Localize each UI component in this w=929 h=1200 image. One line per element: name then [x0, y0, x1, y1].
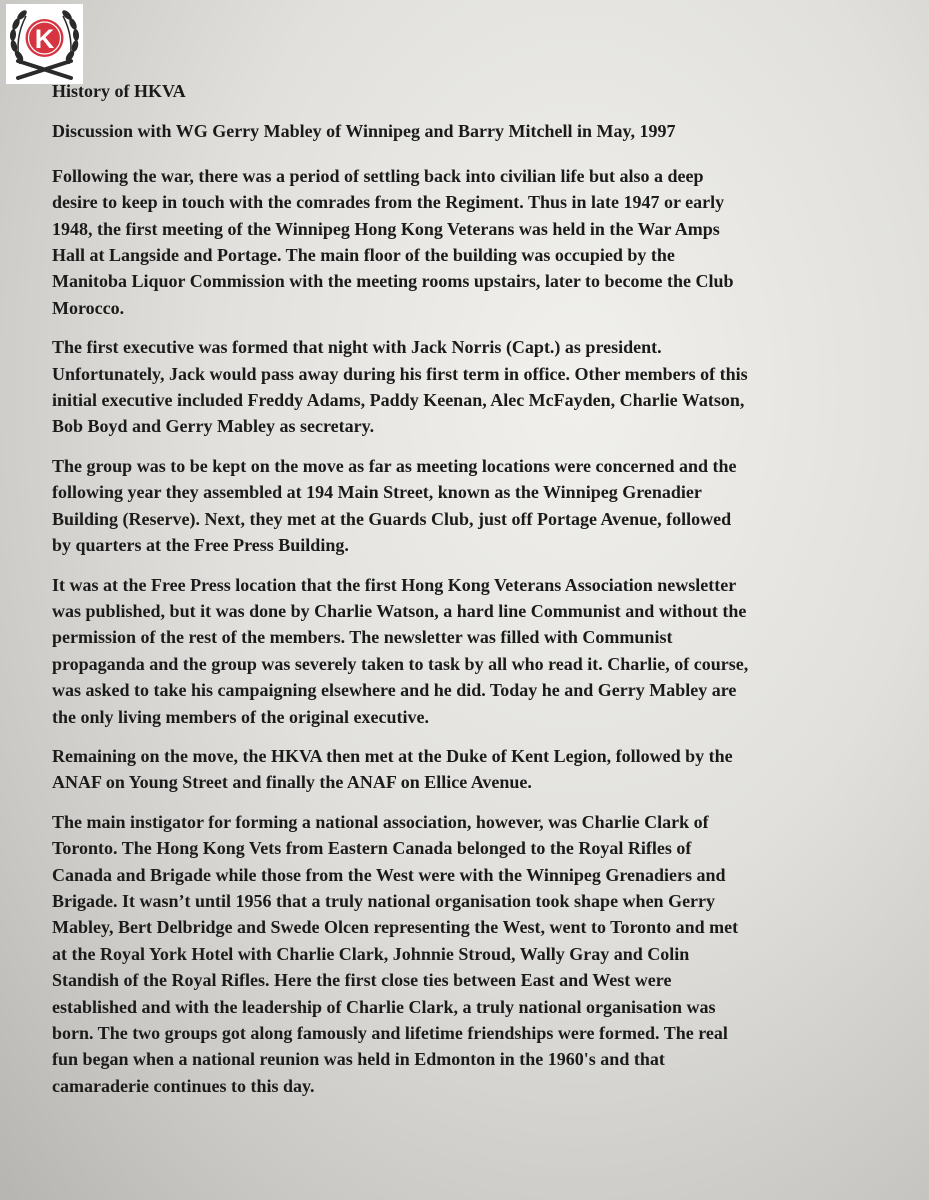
paragraph-line: The main instigator for forming a national association, however, was Charlie Clark of	[52, 811, 709, 832]
paragraph-line: born. The two groups got along famously and lifetime friendships were formed. The real	[52, 1023, 728, 1043]
paragraph-line: Manitoba Liquor Commission with the meeting rooms upstairs, later to become the Club	[52, 271, 734, 292]
paragraph-line: established and with the leadership of Charlie Clark, a truly national organisation was	[52, 996, 716, 1017]
paragraph-line: at the Royal York Hotel with Charlie Clark, Johnnie Stroud, Wally Gray and Colin	[52, 943, 690, 964]
paragraph-3	[52, 453, 852, 559]
paragraph-line: camaraderie continues to this day.	[52, 1075, 315, 1096]
document-body	[52, 78, 852, 1099]
paragraph-line: Toronto. The Hong Kong Vets from Eastern Canada belonged to the Royal Rifles of	[52, 838, 692, 859]
paragraph-line: 1948, the first meeting of the Winnipeg Hong Kong Veterans was held in the War Amps	[52, 218, 720, 239]
paragraph-5	[52, 743, 852, 796]
paragraph-line: fun began when a national reunion was held in Edmonton in the 1960's and that	[52, 1049, 665, 1070]
paragraph-line: by quarters at the Free Press Building.	[52, 535, 349, 556]
paragraph-line: Building (Reserve). Next, they met at the Guards Club, just off Portage Avenue, followed	[52, 508, 732, 529]
paragraph-line: Mabley, Bert Delbridge and Swede Olcen representing the West, went to Toronto and met	[52, 917, 739, 938]
paragraph-line: Hall at Langside and Portage. The main floor of the building was occupied by the	[52, 245, 675, 266]
paragraph-line: was asked to take his campaigning elsewhere and he did. Today he and Gerry Mabley are	[52, 680, 737, 701]
paragraph-line: Morocco.	[52, 297, 125, 318]
document-subtitle: Discussion with WG Gerry Mabley of Winnipeg and Barry Mitchell in May, 1997	[52, 121, 676, 142]
paragraph-line: It was at the Free Press location that the first Hong Kong Veterans Association newsletter	[52, 574, 737, 595]
paragraph-line: Bob Boyd and Gerry Mabley as secretary.	[52, 416, 375, 437]
paragraph-line: The group was to be kept on the move as far as meeting locations were concerned and the	[52, 455, 737, 476]
paragraph-2	[52, 334, 852, 440]
paragraph-line: ANAF on Young Street and finally the ANAF on Ellice Avenue.	[52, 772, 532, 793]
paragraph-1	[52, 163, 852, 321]
hkva-wreath-logo-icon	[6, 4, 83, 84]
paragraph-6	[52, 809, 852, 1099]
paragraph-line: Canada and Brigade while those from the West were with the Winnipeg Grenadiers and	[52, 864, 726, 885]
paragraph-line: Unfortunately, Jack would pass away during his first term in office. Other members of this	[52, 363, 748, 384]
paragraph-line: propaganda and the group was severely taken to task by all who read it. Charlie, of course,	[52, 653, 749, 674]
paragraph-line: initial executive included Freddy Adams, Paddy Keenan, Alec McFayden, Charlie Watson,	[52, 390, 745, 411]
paragraph-line: permission of the rest of the members. The newsletter was filled with Communist	[52, 627, 673, 648]
paragraph-line: was published, but it was done by Charlie Watson, a hard line Communist and without the	[52, 600, 747, 621]
paragraph-line: following year they assembled at 194 Main Street, known as the Winnipeg Grenadier	[52, 482, 702, 503]
paragraph-line: Following the war, there was a period of settling back into civilian life but also a deep	[52, 165, 704, 186]
paragraph-line: desire to keep in touch with the comrades from the Regiment. Thus in late 1947 or early	[52, 192, 725, 213]
paragraph-line: Brigade. It wasn’t until 1956 that a truly national organisation took shape when Gerry	[52, 890, 716, 911]
paragraph-line: Remaining on the move, the HKVA then met at the Duke of Kent Legion, followed by the	[52, 745, 733, 766]
paragraph-line: The first executive was formed that night with Jack Norris (Capt.) as president.	[52, 337, 662, 358]
paragraph-line: Standish of the Royal Rifles. Here the first close ties between East and West were	[52, 970, 672, 991]
paragraph-line: the only living members of the original executive.	[52, 706, 429, 727]
document-title: History of HKVA	[52, 81, 186, 101]
paragraph-4	[52, 572, 852, 730]
logo-letter: K	[34, 24, 55, 54]
hkva-logo	[6, 4, 83, 84]
